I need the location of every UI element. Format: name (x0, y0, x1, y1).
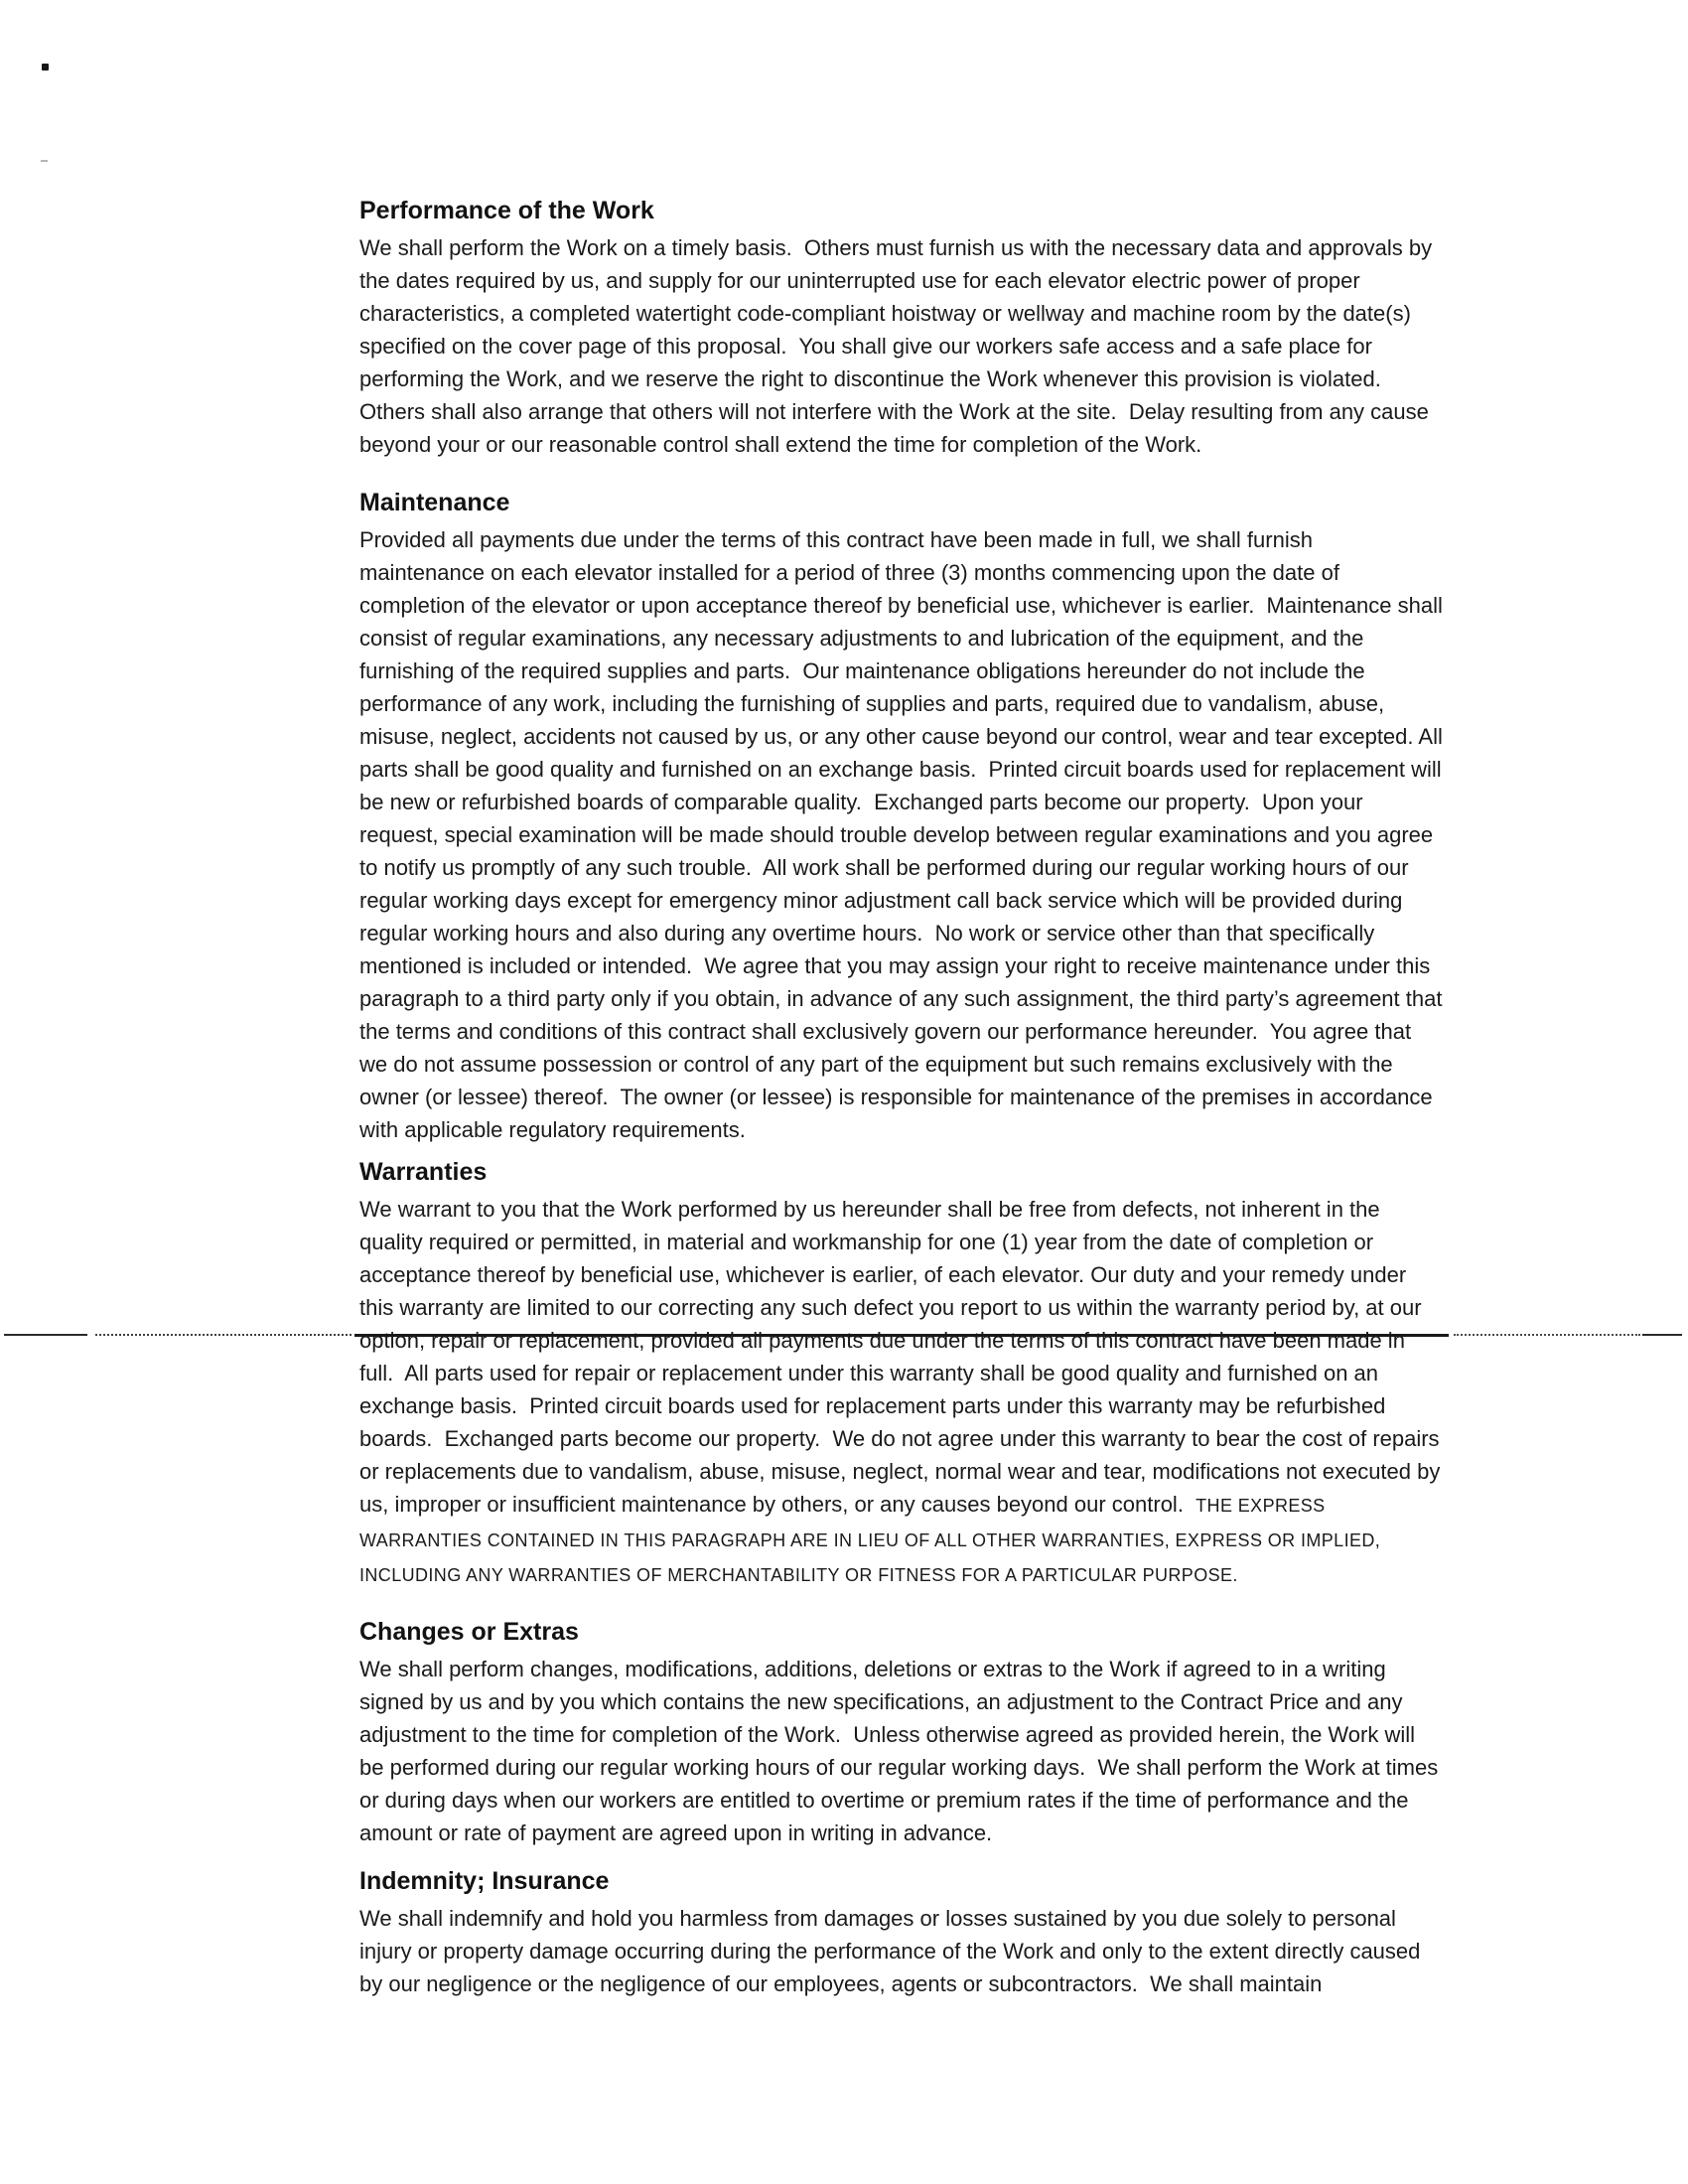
scan-line-artifact (1454, 1334, 1640, 1336)
section-body: We shall indemnify and hold you harmless from damages or losses sustained by you due solely to personal injury or property damage occurring during the performance of the Work and only to the extent directly caused by our negligence or the negligence of our employees, agents or subcontractors. We shall maintain (359, 1906, 1427, 1996)
section-heading: Maintenance (359, 489, 510, 516)
warranty-disclaimer-caps-text: THE EXPRESS WARRANTIES CONTAINED IN THIS PARAGRAPH ARE IN LIEU OF ALL OTHER WARRANTIES, EXPRESS OR IMPLIED, INCLUDING ANY WARRANTIES OF MERCHANTABILITY OR FITNESS FOR A PARTICULAR PURPOSE. (359, 1496, 1386, 1585)
section-heading: Performance of the Work (359, 197, 654, 224)
scan-line-artifact (354, 1334, 1449, 1337)
section-indemnity-insurance (359, 1865, 1444, 2000)
contract-terms-text-block (359, 195, 1449, 2000)
section-heading: Warranties (359, 1158, 488, 1186)
section-heading: Changes or Extras (359, 1618, 579, 1646)
section-body: We shall perform the Work on a timely basis. Others must furnish us with the necessary data and approvals by the dates required by us, and supply for our uninterrupted use for each elevator electric power of proper characteristics, a completed watertight code-compliant hoistway or wellway and machine room by the date(s) specified on the cover page of this proposal. You shall give our workers safe access and a safe place for performing the Work, and we reserve the right to discontinue the Work whenever this provision is violated. Others shall also arrange that others will not interfere with the Work at the site. Delay resulting from any cause beyond your or our reasonable control shall extend the time for completion of the Work. (359, 235, 1439, 457)
scan-line-artifact (4, 1334, 87, 1336)
warranty-body-text: We warrant to you that the Work performed by us hereunder shall be free from defects, not inherent in the quality required or permitted, in material and workmanship for one (1) year from the date of completion or acceptance thereof by beneficial use, whichever is earlier, of each elevator. Our duty and your remedy under this warranty are limited to our correcting any such defect you report to us within the warranty period by, at our option, repair or replacement, provided all payments due under the terms of this contract have been made in full. All parts used for repair or replacement under this warranty shall be good quality and furnished on an exchange basis. Printed circuit boards used for replacement parts under this warranty may be refurbished boards. Exchanged parts become our property. We do not agree under this warranty to bear the cost of repairs or replacements due to vandalism, abuse, misuse, neglect, normal wear and tear, modifications not executed by us, improper or insufficient maintenance by others, or any causes beyond our control. (359, 1197, 1447, 1517)
scan-line-artifact (95, 1334, 352, 1336)
scan-speck (42, 64, 49, 71)
section-warranties (359, 1156, 1447, 1592)
section-performance-of-the-work (359, 195, 1444, 461)
scan-line-artifact (1642, 1334, 1682, 1336)
section-body (359, 1193, 1447, 1592)
section-maintenance (359, 487, 1449, 1146)
section-body: Provided all payments due under the terms of this contract have been made in full, we shall furnish maintenance on each elevator installed for a period of three (3) months commencing upon the date of completion of the elevator or upon acceptance thereof by beneficial use, whichever is earlier. Maintenance shall consist of regular examinations, any necessary adjustments to and lubrication of the equipment, and the furnishing of the required supplies and parts. Our maintenance obligations hereunder do not include the performance of any work, including the furnishing of supplies and parts, required due to vandalism, abuse, misuse, neglect, accidents not caused by us, or any other cause beyond our control, wear and tear excepted. All parts shall be good quality and furnished on an exchange basis. Printed circuit boards used for replacement will be new or refurbished boards of comparable quality. Exchanged parts become our property. Upon your request, special examination will be made should trouble develop between regular examinations and you agree to notify us promptly of any such trouble. All work shall be performed during our regular working hours of our regular working days except for emergency minor adjustment call back service which will be provided during regular working hours and also during any overtime hours. No work or service other than that specifically mentioned is included or intended. We agree that you may assign your right to receive maintenance under this paragraph to a third party only if you obtain, in advance of any such assignment, the third party’s agreement that the terms and conditions of this contract shall exclusively govern our performance hereunder. You agree that we do not assume possession or control of any part of the equipment but such remains exclusively with the owner (or lessee) thereof. The owner (or lessee) is responsible for maintenance of the premises in accordance with applicable regulatory requirements. (359, 527, 1449, 1142)
section-heading: Indemnity; Insurance (359, 1867, 610, 1895)
scan-speck (41, 160, 48, 162)
section-changes-or-extras (359, 1616, 1444, 1849)
section-body: We shall perform changes, modifications, additions, deletions or extras to the Work if agreed to in a writing signed by us and by you which contains the new specifications, an adjustment to the Contract Price and any adjustment to the time for completion of the Work. Unless otherwise agreed as provided herein, the Work will be performed during our regular working hours of our regular working days. We shall perform the Work at times or during days when our workers are entitled to overtime or premium rates if the time of performance and the amount or rate of payment are agreed upon in writing in advance. (359, 1657, 1445, 1845)
